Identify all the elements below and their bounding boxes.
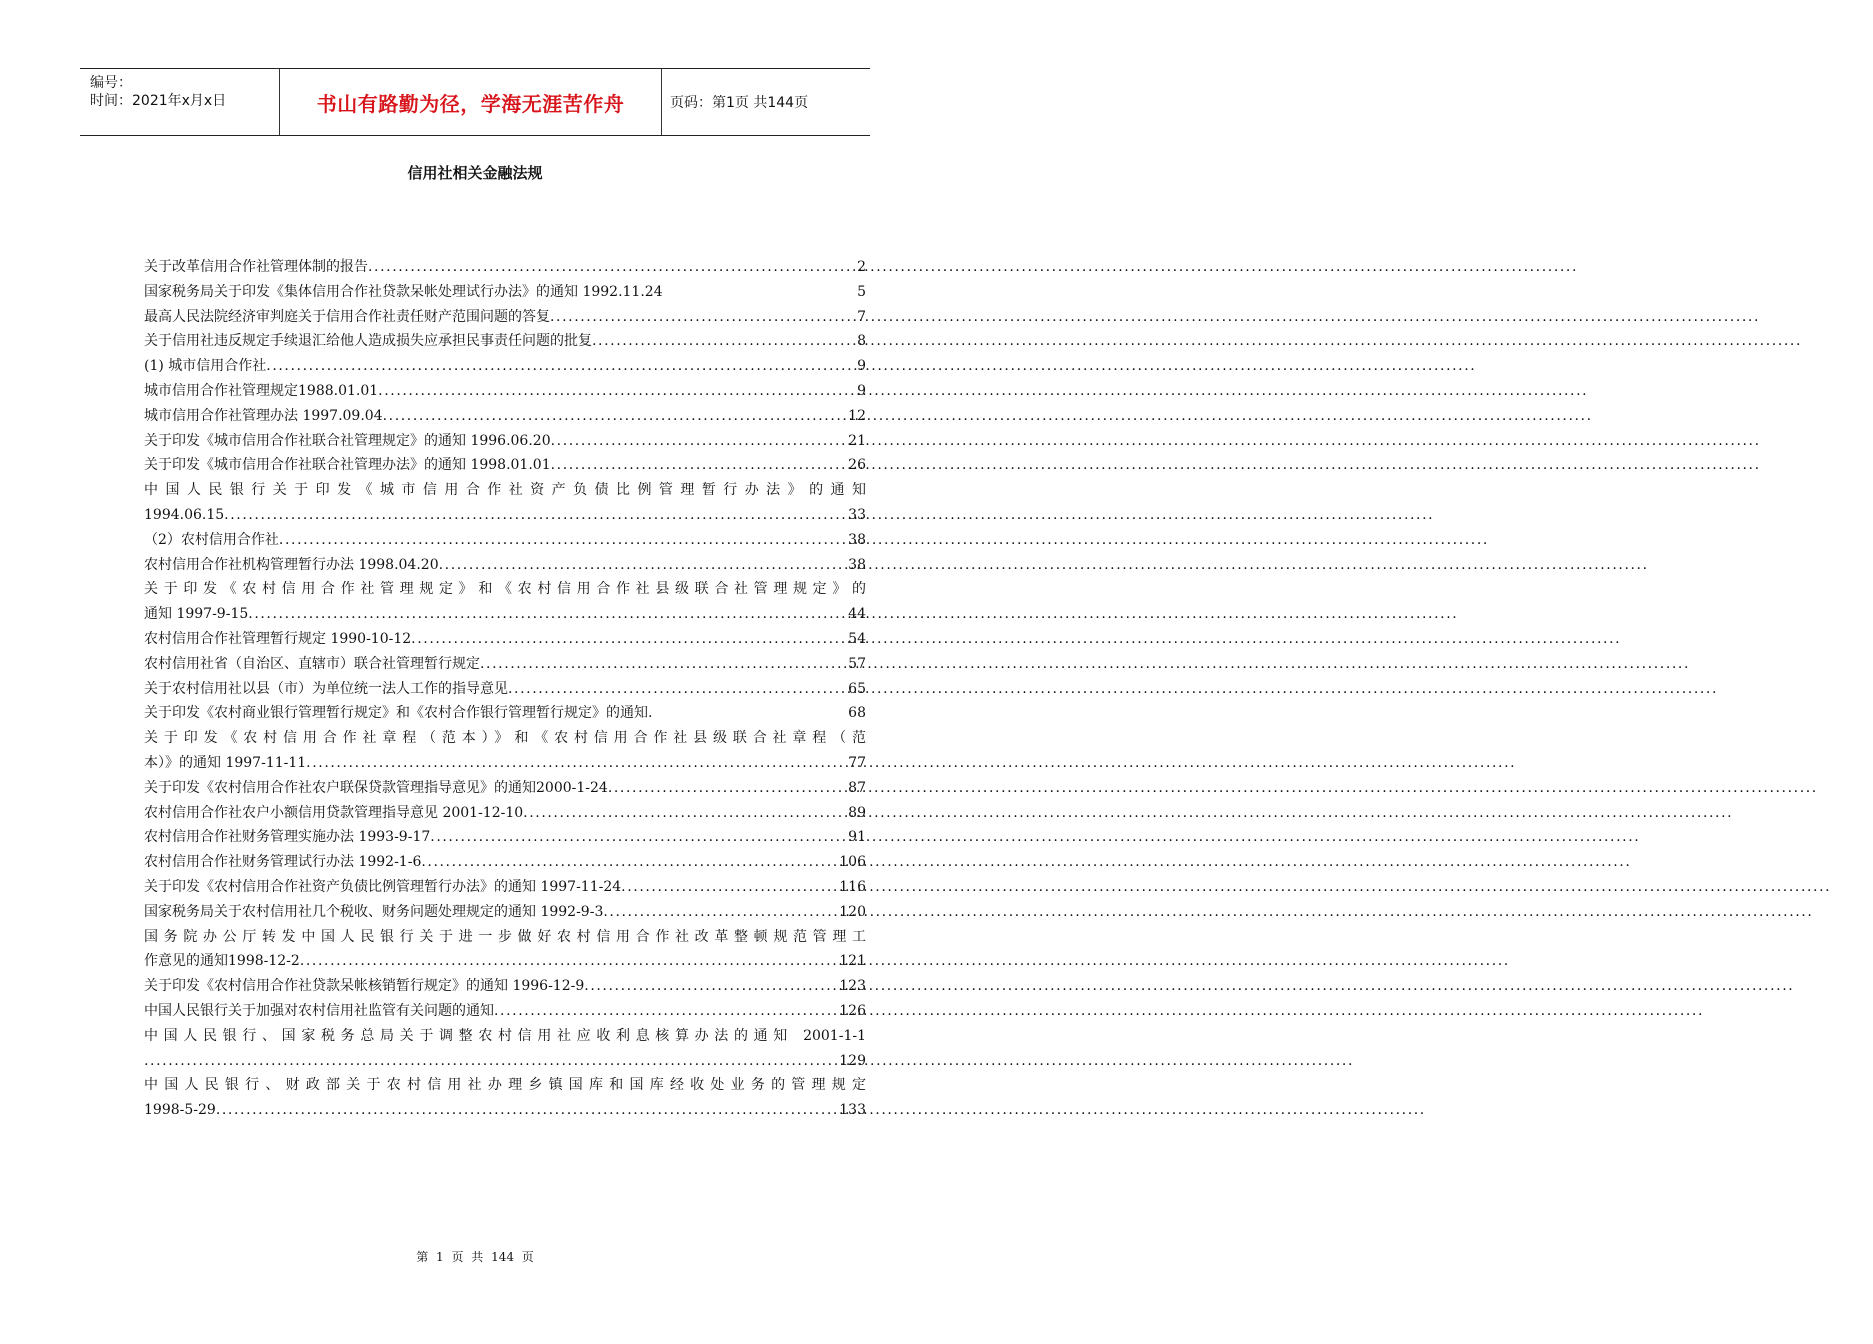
toc-leader-dots — [279, 528, 847, 553]
toc-leader-dots — [439, 553, 848, 578]
toc-entry[interactable] — [144, 280, 866, 305]
date-line: 时间：2021年x月x日 — [90, 93, 227, 109]
toc-page-number: 9 — [857, 358, 866, 375]
toc-leader-dots — [508, 677, 847, 702]
toc-page-number: 38 — [848, 531, 866, 548]
toc-page-number: 123 — [839, 978, 866, 995]
toc-entry[interactable] — [144, 900, 866, 925]
toc-page-number: 129 — [839, 1052, 866, 1069]
toc-entry-text: 关于印发《城市信用合作社联合社管理规定》的通知 1996.06.20 — [144, 432, 551, 449]
toc-entry[interactable] — [144, 974, 866, 999]
toc-entry-line — [144, 776, 866, 801]
toc-entry-text: 农村信用社省（自治区、直辖市）联合社管理暂行规定 — [144, 655, 480, 672]
toc-entry-text: 中国人民银行关于加强对农村信用社监管有关问题的通知 — [144, 1002, 494, 1019]
toc-entry[interactable] — [144, 404, 866, 429]
toc-entry-line — [144, 949, 866, 974]
toc-page-number: 89 — [848, 804, 866, 821]
toc-page-number: 126 — [839, 1002, 866, 1019]
toc-entry-text: 本）》的通知 1997-11-11 — [144, 754, 307, 771]
toc-page-number: 8 — [857, 333, 866, 350]
toc-entry-line — [144, 1098, 866, 1123]
toc-page-number: 33 — [848, 506, 866, 523]
toc-entry-text: 关于印发《农村信用合作社贷款呆帐核销暂行规定》的通知 1996-12-9 — [144, 978, 585, 995]
toc-entry-line — [144, 553, 866, 578]
toc-entry-text: 城市信用合作社管理办法 1997.09.04 — [144, 407, 383, 424]
toc-leader-dots — [248, 602, 847, 627]
toc-entry-text: 中国人民银行、国家税务总局关于调整农村信用社应收利息核算办法的通知 2001-1-1 — [144, 1027, 866, 1044]
toc-entry[interactable] — [144, 379, 866, 404]
toc-page-number: 9 — [857, 382, 866, 399]
toc-entry-line — [144, 280, 866, 305]
toc-page-number: 133 — [839, 1102, 866, 1119]
toc-entry-text: 关于信用社违反规定手续退汇给他人造成损失应承担民事责任问题的批复 — [144, 333, 592, 350]
toc-entry[interactable] — [144, 776, 866, 801]
toc-entry-line — [144, 255, 866, 280]
page-info: 页码：第1页 共144页 — [670, 95, 809, 111]
toc-leader-dots — [430, 825, 847, 850]
toc-leader-dots — [480, 652, 847, 677]
toc-entry-text: 农村信用合作社农户小额信用贷款管理指导意见 2001-12-10 — [144, 804, 524, 821]
toc-entry-text: 关于印发《农村信用合作社资产负债比例管理暂行办法》的通知 1997-11-24 — [144, 878, 622, 895]
toc-entry[interactable] — [144, 305, 866, 330]
toc-entry-text: 关于印发《农村商业银行管理暂行规定》和《农村合作银行管理暂行规定》的通知. — [144, 705, 653, 722]
toc-entry-line — [144, 305, 866, 330]
toc-entry[interactable] — [144, 429, 866, 454]
toc-entry-text: 作意见的通知1998-12-2 — [144, 953, 300, 970]
toc-entry-line — [144, 602, 866, 627]
toc-leader-dots — [550, 305, 856, 330]
toc-leader-dots — [306, 751, 847, 776]
toc-entry-text: 1994.06.15 — [144, 506, 225, 523]
number-label: 编号： — [90, 75, 132, 91]
toc-leader-dots — [603, 900, 838, 925]
toc-entry[interactable] — [144, 875, 866, 900]
toc-page-number: 26 — [848, 457, 866, 474]
toc-entry[interactable] — [144, 627, 866, 652]
toc-entry-text: 关于印发《农村信用合作社农户联保贷款管理指导意见》的通知2000-1-24 — [144, 779, 608, 796]
table-of-contents — [144, 255, 866, 1123]
toc-entry-text: 1998-5-29 — [144, 1102, 216, 1119]
toc-entry-line — [144, 1049, 866, 1074]
toc-entry[interactable] — [144, 701, 866, 726]
toc-entry-text: 农村信用合作社管理暂行规定 1990-10-12 — [144, 630, 412, 647]
toc-leader-dots — [551, 429, 848, 454]
toc-entry[interactable] — [144, 999, 866, 1024]
toc-entry-line — [144, 503, 866, 528]
toc-entry-line — [144, 453, 866, 478]
toc-entry-line — [144, 652, 866, 677]
toc-entry[interactable] — [144, 453, 866, 478]
toc-entry-text: 关于印发《城市信用合作社联合社管理办法》的通知 1998.01.01 — [144, 457, 551, 474]
toc-entry-line — [144, 627, 866, 652]
toc-entry-line — [144, 701, 866, 726]
toc-entry-text: 关于印发《农村信用合作社章程（范本）》和《农村信用合作社县级联合社章程（范 — [144, 730, 866, 747]
document-title: 信用社相关金融法规 — [407, 164, 543, 182]
toc-entry-line — [144, 850, 866, 875]
toc-page-number: 106 — [839, 854, 866, 871]
toc-page-number: 120 — [839, 903, 866, 920]
toc-entry[interactable] — [144, 1024, 866, 1074]
toc-leader-dots — [266, 354, 856, 379]
toc-entry-line — [144, 751, 866, 776]
toc-entry-line — [144, 329, 866, 354]
toc-entry-line — [144, 801, 866, 826]
toc-entry-text: 国务院办公厅转发中国人民银行关于进一步做好农村信用合作社改革整顿规范管理工 — [144, 928, 866, 945]
toc-entry[interactable] — [144, 726, 866, 776]
toc-entry-line — [144, 999, 866, 1024]
toc-page-number: 21 — [848, 432, 866, 449]
toc-entry-text: 农村信用合作社机构管理暂行办法 1998.04.20 — [144, 556, 439, 573]
toc-leader-dots — [224, 503, 847, 528]
toc-entry[interactable] — [144, 553, 866, 578]
toc-entry-text: 关于印发《农村信用合作社管理规定》和《农村信用合作社县级联合社管理规定》的 — [144, 581, 866, 598]
toc-page-number: 5 — [857, 283, 866, 300]
toc-leader-dots — [621, 875, 838, 900]
header-table — [80, 68, 870, 136]
toc-entry-text: 城市信用合作社管理规定1988.01.01 — [144, 382, 379, 399]
toc-entry[interactable] — [144, 850, 866, 875]
toc-entry-text: 农村信用合作社财务管理试行办法 1992-1-6 — [144, 854, 422, 871]
toc-entry-text: 国家税务局关于印发《集体信用合作社贷款呆帐处理试行办法》的通知 1992.11.24 — [144, 283, 663, 300]
toc-entry[interactable] — [144, 329, 866, 354]
toc-page-number: 57 — [848, 655, 866, 672]
toc-entry[interactable] — [144, 354, 866, 379]
toc-entry-line — [144, 875, 866, 900]
toc-leader-dots — [592, 329, 856, 354]
toc-entry-text: 关于改革信用合作社管理体制的报告 — [144, 259, 368, 275]
toc-entry-text: 农村信用合作社财务管理实施办法 1993-9-17 — [144, 829, 431, 846]
toc-entry[interactable] — [144, 255, 866, 280]
toc-page-number: 54 — [848, 630, 866, 647]
toc-entry-text: 最高人民法院经济审判庭关于信用合作社责任财产范围问题的答复 — [144, 308, 550, 325]
header-motto-cell — [280, 69, 662, 135]
toc-page-number: 68 — [848, 705, 866, 722]
toc-leader-dots — [608, 776, 847, 801]
toc-page-number: 2 — [857, 259, 866, 275]
page-footer: 第 1 页 共 144 页 — [416, 1250, 534, 1264]
toc-entry[interactable] — [144, 652, 866, 677]
toc-entry-text: （2）农村信用合作社 — [144, 531, 279, 548]
toc-entry-text: 国家税务局关于农村信用社几个税收、财务问题处理规定的通知 1992-9-3 — [144, 903, 604, 920]
toc-entry-line — [144, 974, 866, 999]
toc-leader-dots — [421, 850, 838, 875]
toc-entry-line — [144, 528, 866, 553]
toc-leader-dots — [216, 1098, 838, 1123]
toc-page-number: 65 — [848, 680, 866, 697]
toc-entry-line — [144, 379, 866, 404]
toc-page-number: 87 — [848, 779, 866, 796]
toc-entry[interactable] — [144, 925, 866, 975]
toc-entry[interactable] — [144, 825, 866, 850]
toc-entry[interactable] — [144, 1073, 866, 1123]
toc-entry-line — [144, 354, 866, 379]
toc-leader-dots — [300, 949, 838, 974]
toc-entry[interactable] — [144, 478, 866, 528]
toc-entry-line — [144, 825, 866, 850]
toc-leader-dots — [494, 999, 838, 1024]
header-page-cell — [662, 69, 870, 135]
toc-leader-dots — [383, 404, 848, 429]
toc-leader-dots — [551, 453, 848, 478]
toc-entry-line — [144, 404, 866, 429]
toc-leader-dots — [144, 1049, 838, 1074]
toc-leader-dots — [584, 974, 838, 999]
toc-entry-line — [144, 900, 866, 925]
toc-entry[interactable] — [144, 677, 866, 702]
toc-page-number: 44 — [848, 606, 866, 623]
toc-page-number: 77 — [848, 754, 866, 771]
toc-leader-dots — [411, 627, 847, 652]
toc-entry-line — [144, 677, 866, 702]
toc-entry[interactable] — [144, 577, 866, 627]
toc-entry-line — [144, 429, 866, 454]
header-meta-cell — [80, 69, 280, 135]
toc-page-number: 116 — [839, 878, 866, 895]
toc-leader-dots — [378, 379, 856, 404]
toc-entry-text: 通知 1997-9-15 — [144, 606, 249, 623]
toc-page-number: 91 — [848, 829, 866, 846]
toc-entry-text: (1) 城市信用合作社 — [144, 358, 267, 375]
toc-entry-text: 关于农村信用社以县（市）为单位统一法人工作的指导意见 — [144, 680, 508, 697]
toc-entry[interactable] — [144, 801, 866, 826]
toc-leader-dots — [523, 801, 847, 826]
toc-page-number: 38 — [848, 556, 866, 573]
toc-entry[interactable] — [144, 528, 866, 553]
toc-page-number: 12 — [848, 407, 866, 424]
toc-entry-text: 中国人民银行关于印发《城市信用合作社资产负债比例管理暂行办法》的通知 — [144, 482, 866, 499]
toc-page-number: 7 — [857, 308, 866, 325]
toc-entry-text: 中国人民银行、财政部关于农村信用社办理乡镇国库和国库经收处业务的管理规定 — [144, 1077, 866, 1094]
motto: 书山有路勤为径，学海无涯苦作舟 — [316, 91, 625, 116]
toc-leader-dots — [368, 255, 856, 280]
toc-page-number: 121 — [839, 953, 866, 970]
